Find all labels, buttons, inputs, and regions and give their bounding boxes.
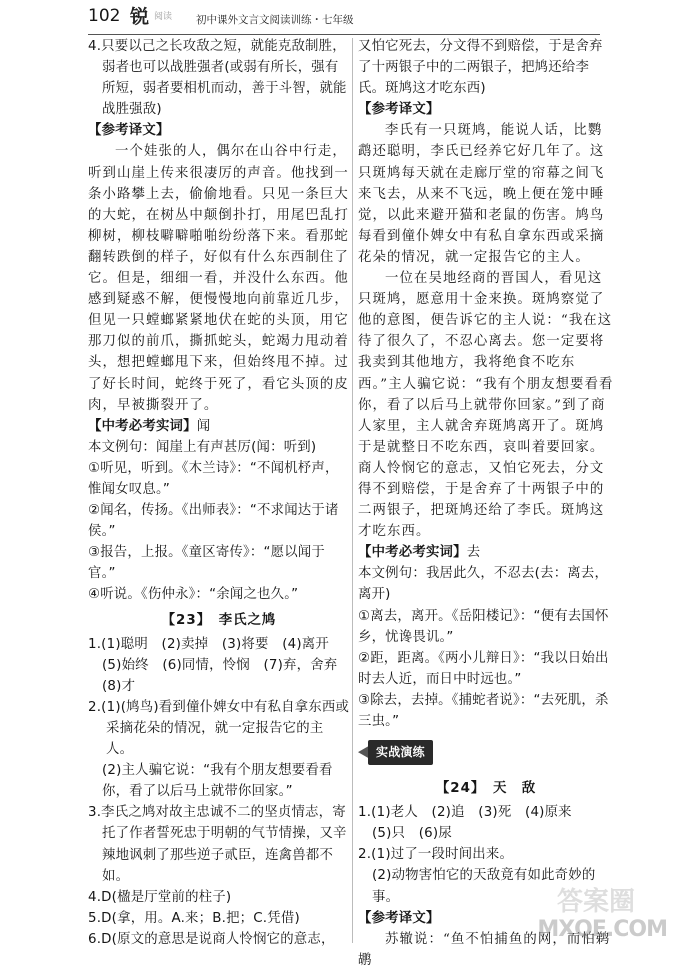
answer-item-2-2: (2)主人骗它说：“我有个朋友想要看看你，看了以后马上就带你回家。” [102,763,333,800]
reference-translation-heading: 【参考译文】 [88,123,170,139]
vocab-line: ③除去，去掉。《捕蛇者说》：“去死肌，杀三虫。” [358,692,609,729]
section-title-24 [358,778,614,799]
answer-line: (8)才 [102,678,136,694]
vocab-line: 本文例句：闻崖上有声甚厉(闻：听到) [88,439,317,455]
vocab-word: 闻 [196,418,211,434]
answer-item-6: 6.D(原文的意思是说商人怜悯它的意志， [88,931,335,947]
reference-translation-para-1: 李氏有一只斑鸠，能说人话，比鹦鹉还聪明，李氏已经养它好几年了。这只斑鸠每天就在走廊厅堂的帘幕之间飞来飞去，从来不飞远，晚上便在笼中睡觉，以此来避开猫和老鼠的伤害。鸠鸟每看到僮仆婢女中有私自拿东西或采摘花朵的情况，就一定报告它的主人。 [358,123,605,265]
vocab-line: ③报告，上报。《童区寄传》：“愿以闻于官。” [88,545,325,582]
vocab-word: 去 [466,545,481,561]
series-logo: 锐 [130,6,150,28]
answer-line: 1.(1)老人 (2)追 (3)死 (4)原来 [358,805,572,821]
vocab-line: ①离去，离开。《岳阳楼记》：“便有去国怀乡，忧谗畏讥。” [358,608,609,645]
right-column [358,36,614,971]
section-name: 李氏之鸠 [218,612,277,628]
vocab-heading: 【中考必考实词】 [88,418,197,434]
book-title: 初中课外文言文阅读训练・七年级 [196,14,354,26]
answer-item-2-1: 2.(1)过了一段时间出来。 [358,847,514,863]
reference-translation-text: 一个娃张的人，偶尔在山谷中行走，听到山崖上传来很凄厉的声音。他找到一条小路攀上去，偷偷地看。只见一条巨大的大蛇，在树丛中颠倒扑打，用尾巴乱打柳树，柳枝噼噼啪啪纷纷落下来。看那蛇翻转跌倒的样子，好似有什么东西制住了它。但是，细细一看，并没什么东西。他感到疑惑不解，便慢慢地向前靠近几步，但见一只螳螂紧紧地伏在蛇的头顶，用它那刀似的前爪，撕抓蛇头，蛇竭力甩动着头，想把螳螂甩下来，但始终甩不掉。过了好长时间，蛇终于死了，看它头顶的皮肉，早被撕裂开了。 [88,144,349,413]
answer-line: (5)只 (6)尿 [372,826,452,842]
reference-translation-last: 苏辙说：“鱼不怕捕鱼的网，而怕鹈鹕 [358,931,611,968]
practice-banner [358,740,423,762]
answer-item-2-1: 2.(1)(鸠鸟)看到僮仆婢女中有私自拿东西或采摘花朵的情况，就一定报告它的主人。 [88,699,350,758]
reference-translation-heading-2: 【参考译文】 [358,910,440,926]
answer-line: (5)始终 (6)同情，怜悯 (7)弃，舍弃 [102,657,338,673]
page-header [0,0,675,40]
section-title-23 [88,610,350,631]
answer-line: 1.(1)聪明 (2)卖掉 (3)将要 (4)离开 [88,636,329,652]
series-logo-sub: 阅读 [154,12,173,22]
answer-item-5: 5.D(拿，用。A.来；B.把；C.凭借) [88,910,300,926]
vocab-line: ②闻名，传扬。《出师表》：“不求闻达于诸侯。” [88,503,339,540]
reference-translation-heading: 【参考译文】 [358,102,440,118]
answer-item-3: 3.李氏之鸠对故主忠诚不二的坚贞情志，寄托了作者誓死忠于明朝的气节情操，又辛辣地讽刺了那些逆子贰臣，连禽兽都不如。 [88,805,347,884]
watermark-text: MXQE.COM [537,917,667,942]
vocab-line: ④听说。《伤仲永》：“余闻之也久。” [88,587,299,603]
section-number: 【23】 [161,612,212,628]
vocab-heading: 【中考必考实词】 [358,545,467,561]
vocab-heading-line [358,542,614,563]
vocab-heading-line [88,416,350,437]
left-column [88,36,350,950]
answer-item-4: 4.只要以己之长攻敌之短，就能克敌制胜，弱者也可以战胜强者(或弱有所长，强有所短，弱者要相机而动，善于斗智，就能战胜强敌) [88,39,347,118]
header-rule [88,34,600,35]
vocab-line: 本文例句：我居此久，不忍去(去：离去，离开) [358,566,609,603]
section-number: 【24】 [435,781,486,797]
reference-translation-para-2: 一位在吴地经商的晋国人，看见这只斑鸠，愿意用十金来换。斑鸠察觉了他的意图，便告诉它的主人说：“我在这待了很久了，不忍心离去。您一定要将我卖到其他地方，我将绝食不吃东西。”主人骗它说：“我有个朋友想要看看你，看了以后马上就带你回家。”到了商人家里，主人就舍弃斑鸠离开了。斑鸠于是就整日不吃东西，哀叫着要回家。商人怜悯它的意志，又怕它死去，分文得不到赔偿，于是舍弃了十两银子中的二两银子，把斑鸠还给了李氏。斑鸠这才吃东西。 [358,271,614,540]
practice-banner-label: 实战演练 [368,740,433,765]
section-name: 天 敌 [492,781,537,797]
vocab-line: ②距，距离。《两小儿辩日》：“我以日始出时去人近，而日中时远也。” [358,650,609,687]
vocab-line: ①听见，听到。《木兰诗》：“不闻机杼声，惟闻女叹息。” [88,460,339,497]
column-divider [352,38,353,943]
page-number: 102 [88,6,121,26]
watermark-logo: 答案圈 [556,887,635,917]
answer-item-2-2: (2)动物害怕它的天敌竟有如此奇妙的事。 [372,868,596,905]
answer-item-4b: 4.D(楹是厅堂前的柱子) [88,889,232,905]
answer-item-6-cont: 又怕它死去，分文得不到赔偿，于是舍弃了十两银子中的二两银子，把鸠还给李氏。斑鸠这才吃东西) [358,39,603,97]
